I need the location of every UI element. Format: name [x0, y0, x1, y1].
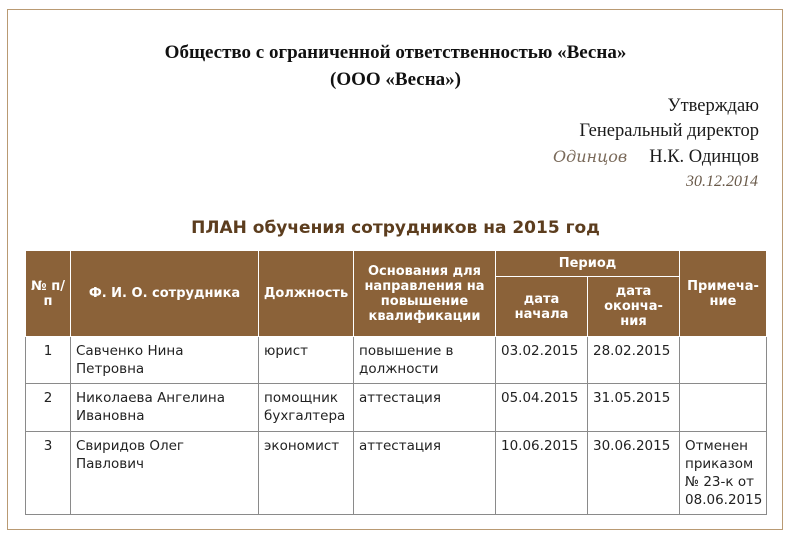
approver-name: Н.К. Одинцов	[649, 147, 759, 167]
header-num: № п/п	[26, 251, 71, 337]
cell-fio: Николаева Ангелина Ивановна	[71, 384, 259, 432]
plan-title: ПЛАН обучения сотрудников на 2015 год	[191, 218, 600, 238]
header-note: Примеча-ние	[680, 251, 767, 337]
cell-start-date: 05.04.2015	[496, 384, 588, 432]
cell-fio: Савченко Нина Петровна	[71, 337, 259, 384]
header-period: Период	[496, 251, 680, 277]
cell-end-date: 31.05.2015	[588, 384, 680, 432]
approver-signature-line	[553, 147, 759, 168]
table-row	[26, 384, 767, 432]
cell-fio: Свиридов Олег Павлович	[71, 432, 259, 515]
approval-date: 30.12.2014	[686, 173, 758, 190]
cell-basis: аттестация	[354, 432, 496, 515]
header-basis: Основания для направления на повышение квалификации	[354, 251, 496, 337]
approver-position: Генеральный директор	[579, 121, 759, 141]
cell-position: юрист	[259, 337, 354, 384]
cell-position: помощник бухгалтера	[259, 384, 354, 432]
cell-basis: аттестация	[354, 384, 496, 432]
cell-end-date: 28.02.2015	[588, 337, 680, 384]
cell-note: Отменен приказом № 23-к от 08.06.2015	[680, 432, 767, 515]
cell-basis: повышение в должности	[354, 337, 496, 384]
cell-end-date: 30.06.2015	[588, 432, 680, 515]
cell-note	[680, 337, 767, 384]
table-row	[26, 432, 767, 515]
cell-num: 1	[26, 337, 71, 384]
header-position: Должность	[259, 251, 354, 337]
cell-position: экономист	[259, 432, 354, 515]
organization-short-name: (ООО «Весна»)	[330, 69, 461, 90]
cell-start-date: 03.02.2015	[496, 337, 588, 384]
cell-num: 3	[26, 432, 71, 515]
header-fio: Ф. И. О. сотрудника	[71, 251, 259, 337]
training-plan-table	[25, 250, 767, 515]
table-row	[26, 337, 767, 384]
cell-note	[680, 384, 767, 432]
handwritten-signature: Одинцов	[552, 147, 628, 166]
organization-name: Общество с ограниченной ответственностью «Весна»	[164, 42, 627, 63]
header-end-date: дата оконча-ния	[588, 277, 680, 337]
cell-num: 2	[26, 384, 71, 432]
cell-start-date: 10.06.2015	[496, 432, 588, 515]
header-start-date: дата начала	[496, 277, 588, 337]
approve-word: Утверждаю	[667, 96, 759, 116]
